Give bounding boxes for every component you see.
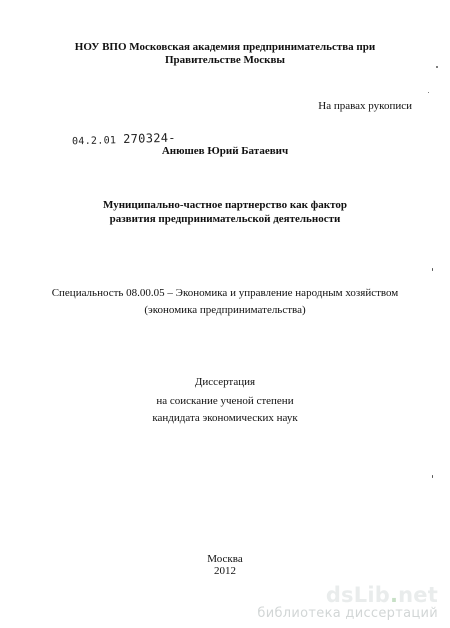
degree-line-2: кандидата экономических наук bbox=[152, 412, 298, 424]
watermark bbox=[228, 584, 438, 622]
scan-speck bbox=[432, 268, 433, 271]
manuscript-rights-note: На правах рукописи bbox=[318, 100, 412, 112]
watermark-subtitle: библиотека диссертаций bbox=[257, 606, 438, 621]
watermark-logo: dsLib.net bbox=[325, 583, 438, 607]
stamp-date: 04.2.01 bbox=[71, 135, 117, 148]
city: Москва bbox=[207, 553, 243, 565]
dissertation-label: Диссертация bbox=[194, 376, 256, 388]
institution-line-2: Правительстве Москвы bbox=[164, 54, 286, 66]
specialty-line-2: (экономика предпринимательства) bbox=[144, 304, 306, 316]
degree-line-1: на соискание ученой степени bbox=[156, 395, 294, 407]
specialty-line-1: Специальность 08.00.05 – Экономика и управление народным хозяйством bbox=[51, 287, 399, 299]
scan-speck bbox=[428, 92, 429, 93]
thesis-title-line-1: Муниципально-частное партнерство как фактор bbox=[102, 199, 347, 211]
thesis-title-line-2: развития предпринимательской деятельности bbox=[109, 213, 341, 225]
stamp-mark: - bbox=[168, 130, 177, 145]
institution-line-1: НОУ ВПО Московская академия предпринимательства при bbox=[74, 41, 376, 53]
stamp-number: 270324 bbox=[122, 130, 169, 147]
scan-speck bbox=[436, 66, 438, 68]
year: 2012 bbox=[214, 565, 236, 577]
author-name: Анюшев Юрий Батаевич bbox=[161, 145, 289, 157]
scan-speck bbox=[432, 475, 433, 478]
